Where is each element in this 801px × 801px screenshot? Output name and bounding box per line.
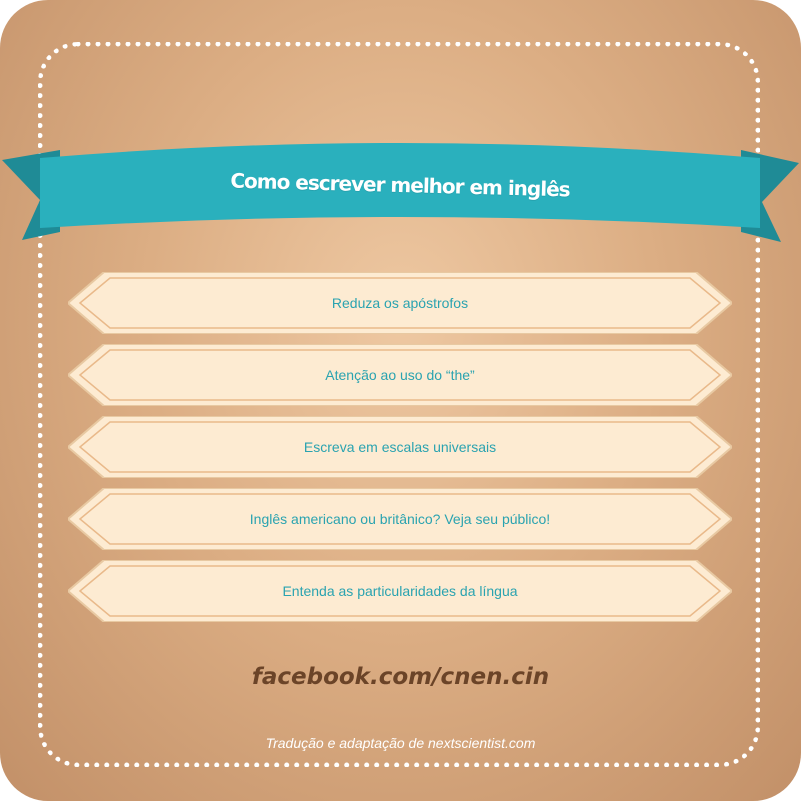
tip-banner-2 — [68, 344, 732, 406]
tip-banner-5 — [68, 560, 732, 622]
tip-banner-4 — [68, 488, 732, 550]
tip-banner-1 — [68, 272, 732, 334]
tip-text: Reduza os apóstrofos — [331, 295, 469, 311]
page-title: Como escrever melhor em inglês — [230, 168, 570, 202]
credit-text: Tradução e adaptação de nextscientist.com — [265, 735, 536, 751]
tip-text: Inglês americano ou britânico? Veja seu público! — [249, 511, 551, 527]
facebook-link[interactable]: facebook.com/cnen.cin — [251, 664, 550, 690]
tip-text: Atenção ao uso do “the” — [325, 367, 475, 383]
tip-text: Entenda as particularidades da língua — [282, 583, 518, 599]
tip-text: Escreva em escalas universais — [303, 439, 497, 455]
tip-banner-3 — [68, 416, 732, 478]
